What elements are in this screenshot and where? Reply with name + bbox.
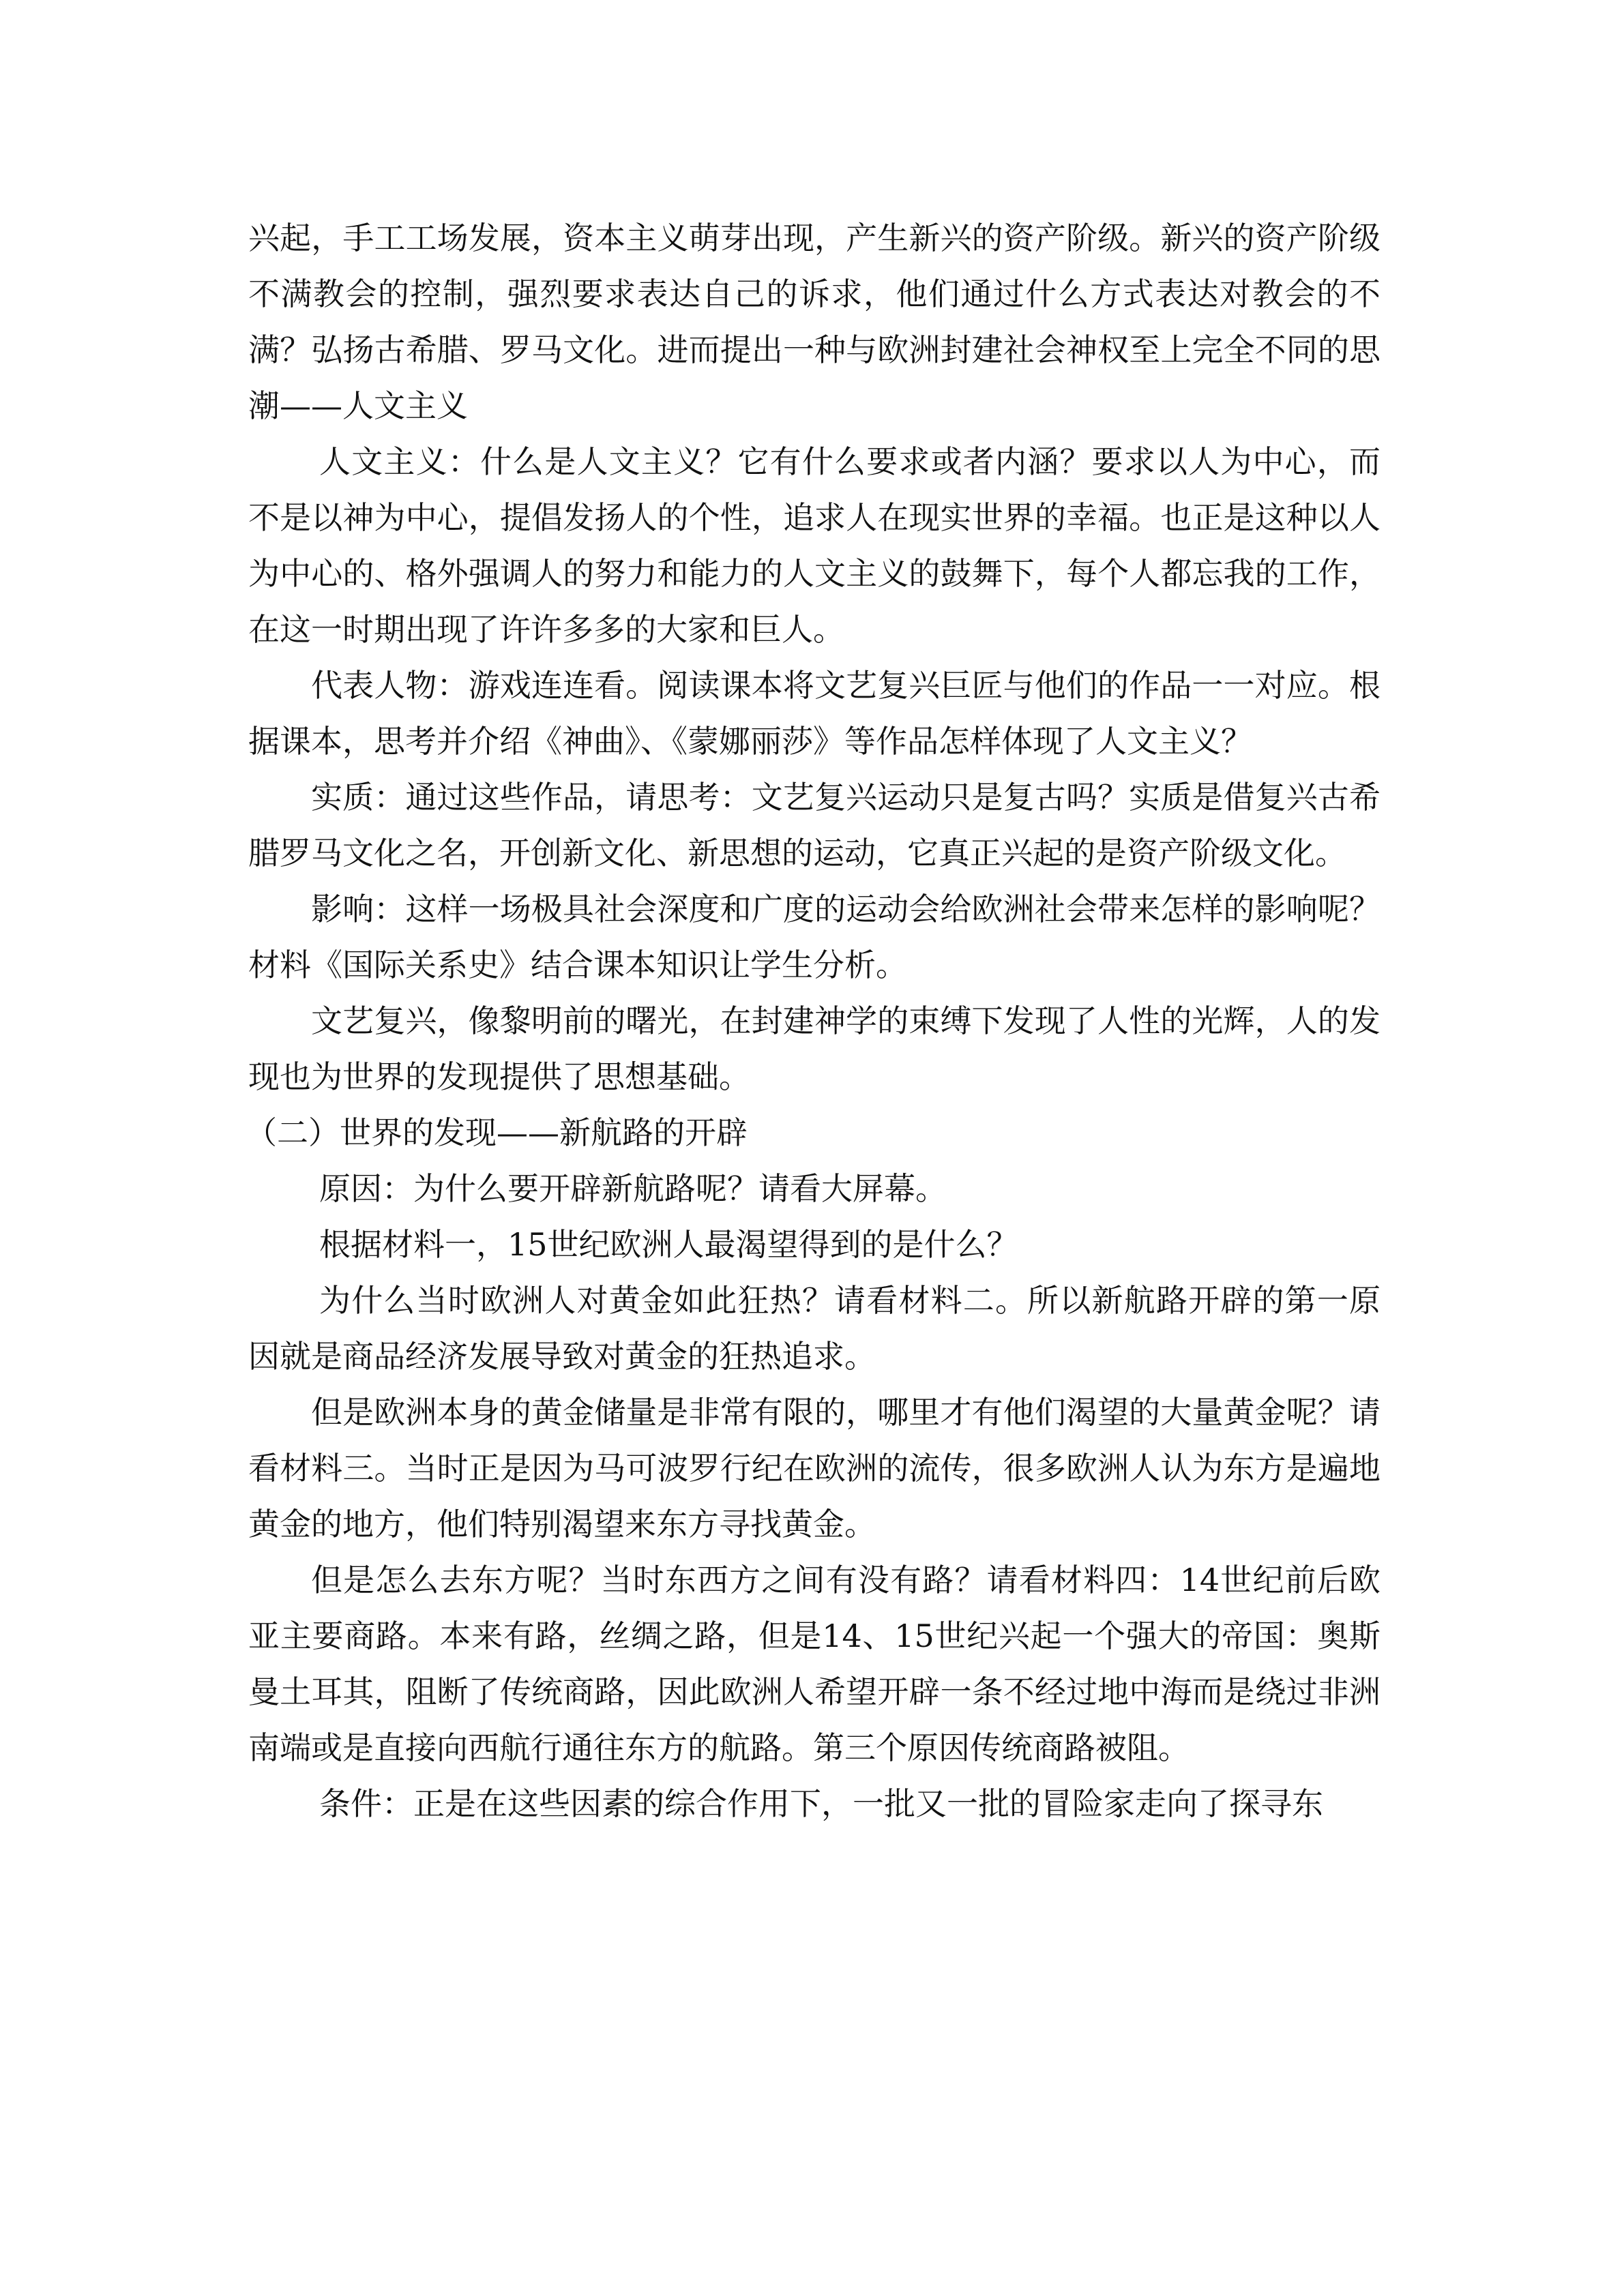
paragraph-essence: 实质：通过这些作品，请思考：文艺复兴运动只是复古吗？实质是借复兴古希腊罗马文化之名，开创新文化、新思想的运动，它真正兴起的是资产阶级文化。 bbox=[248, 779, 1381, 871]
paragraph-conditions: 条件：正是在这些因素的综合作用下，一批又一批的冒险家走向了探寻东 bbox=[319, 1785, 1323, 1822]
paragraph-material-two: 为什么当时欧洲人对黄金如此狂热？请看材料二。所以新航路开辟的第一原因就是商品经济发展导致对黄金的狂热追求。 bbox=[248, 1282, 1381, 1375]
paragraph-influence: 影响：这样一场极具社会深度和广度的运动会给欧洲社会带来怎样的影响呢？材料《国际关系史》结合课本知识让学生分析。 bbox=[248, 891, 1381, 983]
paragraph-continuation: 兴起，手工工场发展，资本主义萌芽出现，产生新兴的资产阶级。新兴的资产阶级不满教会的控制，强烈要求表达自己的诉求，他们通过什么方式表达对教会的不满？弘扬古希腊、罗马文化。进而提出一种与欧洲封建社会神权至上完全不同的思潮——人文主义 bbox=[248, 220, 1381, 424]
paragraph-renaissance-summary: 文艺复兴，像黎明前的曙光，在封建神学的束缚下发现了人性的光辉，人的发现也为世界的发现提供了思想基础。 bbox=[248, 1002, 1381, 1095]
paragraph-representatives: 代表人物：游戏连连看。阅读课本将文艺复兴巨匠与他们的作品一一对应。根据课本，思考并介绍《神曲》、《蒙娜丽莎》等作品怎样体现了人文主义？ bbox=[248, 667, 1381, 760]
paragraph-causes: 原因：为什么要开辟新航路呢？请看大屏幕。 bbox=[319, 1170, 947, 1207]
paragraph-material-three: 但是欧洲本身的黄金储量是非常有限的，哪里才有他们渴望的大量黄金呢？请看材料三。当时正是因为马可波罗行纪在欧洲的流传，很多欧洲人认为东方是遍地黄金的地方，他们特别渴望来东方寻找黄金。 bbox=[248, 1394, 1381, 1542]
body-text bbox=[248, 210, 1381, 1832]
paragraph-humanism: 人文主义：什么是人文主义？它有什么要求或者内涵？要求以人为中心，而不是以神为中心，提倡发扬人的个性，追求人在现实世界的幸福。也正是这种以人为中心的、格外强调人的努力和能力的人文主义的鼓舞下，每个人都忘我的工作，在这一时期出现了许许多多的大家和巨人。 bbox=[248, 443, 1381, 648]
paragraph-material-one: 根据材料一，15世纪欧洲人最渴望得到的是什么？ bbox=[319, 1226, 1018, 1263]
paragraph-material-four: 但是怎么去东方呢？当时东西方之间有没有路？请看材料四：14世纪前后欧亚主要商路。本来有路，丝绸之路，但是14、15世纪兴起一个强大的帝国：奥斯曼土耳其，阻断了传统商路，因此欧洲人希望开辟一条不经过地中海而是绕过非洲南端或是直接向西航行通往东方的航路。第三个原因传统商路被阻。 bbox=[248, 1562, 1381, 1766]
section-heading: （二）世界的发现——新航路的开辟 bbox=[246, 1114, 748, 1151]
